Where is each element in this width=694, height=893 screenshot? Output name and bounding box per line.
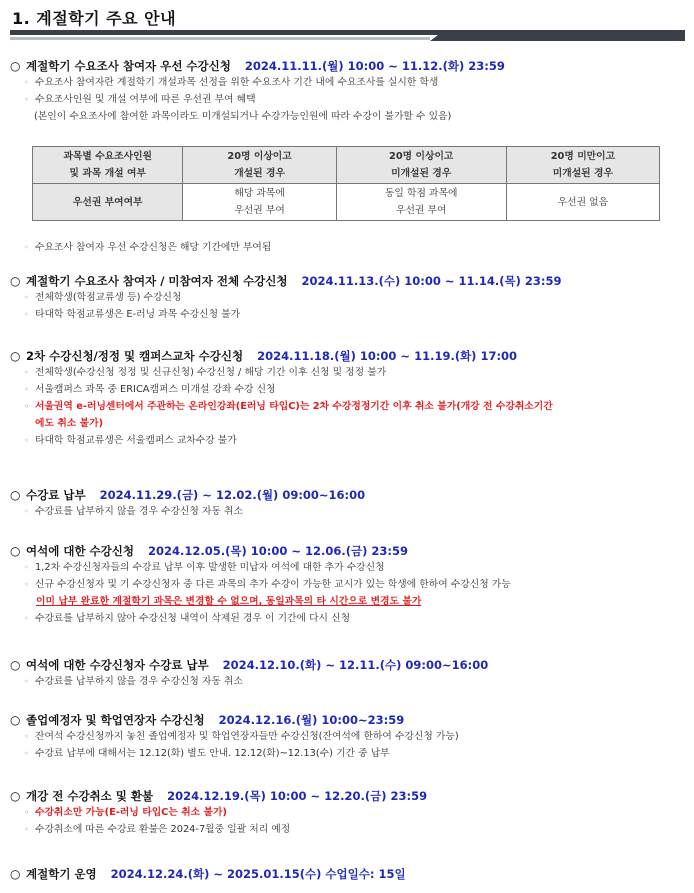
bullet-icon: ◦ — [24, 677, 29, 686]
circle-icon: ○ — [10, 658, 21, 672]
table-row — [33, 184, 660, 221]
list-item: ◦ 수요조사인원 및 개설 여부에 따른 우선권 부여 혜택 — [10, 91, 686, 108]
list-item: ◦ 1,2차 수강신청자들의 수강료 납부 이후 발생한 미납자 여석에 대한 추가 수강신청 — [10, 559, 686, 576]
circle-icon: ○ — [10, 789, 21, 803]
table-header-cell: 20명 이상이고 미개설된 경우 — [336, 147, 506, 184]
section-vacancy-payment — [10, 657, 686, 690]
table-header-row — [33, 147, 660, 184]
bullet-icon: ◦ — [24, 243, 29, 252]
section-vacancy-registration — [10, 543, 686, 627]
bullet-icon: ◦ — [24, 563, 29, 572]
list-item: ◦ 서울캠퍼스 과목 중 ERICA캠퍼스 미개설 강좌 수강 신청 — [10, 381, 686, 398]
section-date: 2024.11.13.(수) 10:00 ~ 11.14.(목) 23:59 — [301, 274, 562, 288]
table-header-cell: 20명 이상이고 개설된 경우 — [183, 147, 336, 184]
bullet-icon: ◦ — [24, 293, 29, 302]
section-date: 2024.12.05.(목) 10:00 ~ 12.06.(금) 23:59 — [148, 544, 408, 558]
bullet-icon: ◦ — [24, 368, 29, 377]
section-heading: ○ 졸업예정자 및 학업연장자 수강신청 2024.12.16.(월) 10:00~23:59 — [10, 713, 405, 727]
table-cell: 해당 과목에 우선권 부여 — [183, 184, 336, 221]
list-item: ◦ 수요조사 참여자 우선 수강신청은 해당 기간에만 부여됨 — [10, 239, 686, 256]
section-all-registration — [10, 273, 686, 323]
circle-icon: ○ — [10, 867, 21, 881]
section-heading: ○ 여석에 대한 수강신청자 수강료 납부 2024.12.10.(화) ~ 12.11.(수) 09:00~16:00 — [10, 658, 489, 672]
list-item: ◦ 타대학 학점교류생은 서울캠퍼스 교차수강 불가 — [10, 432, 686, 449]
circle-icon: ○ — [10, 274, 21, 288]
circle-icon: ○ — [10, 713, 21, 727]
circle-icon: ○ — [10, 349, 21, 363]
bullet-icon: ◦ — [24, 808, 30, 817]
section-heading: ○ 계절학기 운영 2024.12.24.(화) ~ 2025.01.15(수) 수업일수: 15일 — [10, 867, 406, 881]
bullet-icon: ◦ — [24, 732, 29, 741]
section-graduate-registration — [10, 712, 686, 762]
list-item: ◦ 수강취소에 따른 수강료 환불은 2024-7월중 일괄 처리 예정 — [10, 821, 686, 838]
bullet-icon: ◦ — [24, 95, 29, 104]
warning-text: ◦ 서울권역 e-러닝센터에서 주관하는 온라인강좌(E러닝 타입C)는 2차 수강정정기간 이후 취소 불가(개강 전 수강취소기간 — [10, 398, 686, 415]
list-item: ◦ 전체학생(학점교류생 등) 수강신청 — [10, 289, 686, 306]
warning-text-cont: 에도 취소 불가) — [35, 418, 104, 429]
bullet-icon: ◦ — [24, 580, 29, 589]
warning-underline-text: 이미 납부 완료한 계절학기 과목은 변경할 수 없으며, 동일과목의 타 시간으로 변경도 불가 — [36, 596, 422, 607]
circle-icon: ○ — [10, 488, 21, 502]
section-date: 2024.11.18.(월) 10:00 ~ 11.19.(화) 17:00 — [257, 349, 518, 363]
bullet-icon: ◦ — [24, 385, 29, 394]
warning-text: ◦ 수강취소만 가능(E-러닝 타입C는 취소 불가) — [10, 804, 686, 821]
bullet-icon: ◦ — [24, 310, 29, 319]
section-second-registration — [10, 348, 686, 449]
bullet-icon: ◦ — [24, 749, 29, 758]
section-heading: ○ 개강 전 수강취소 및 환불 2024.12.19.(목) 10:00 ~ 12.20.(금) 23:59 — [10, 789, 428, 803]
list-item: ◦ 수요조사 참여자란 계절학기 개설과목 선정을 위한 수요조사 기간 내에 수요조사를 실시한 학생 — [10, 74, 686, 91]
list-item: ◦ 수강료 납부에 대해서는 12.12(화) 별도 안내. 12.12(화)~12.13(수) 기간 중 납부 — [10, 745, 686, 762]
list-item: ◦ 수강료를 납부하지 않을 경우 수강신청 자동 취소 — [10, 503, 686, 520]
table-header-cell: 과목별 수요조사인원 및 과목 개설 여부 — [33, 147, 183, 184]
section-priority-registration — [10, 58, 686, 125]
table-cell: 우선권 없음 — [506, 184, 659, 221]
bullet-icon: ◦ — [24, 825, 29, 834]
page-title: 1. 계절학기 주요 안내 — [12, 9, 177, 28]
list-item: ◦ 타대학 학점교류생은 E-러닝 과목 수강신청 불가 — [10, 306, 686, 323]
section-date: 2024.12.10.(화) ~ 12.11.(수) 09:00~16:00 — [222, 658, 489, 672]
bullet-icon: ◦ — [24, 78, 29, 87]
bullet-icon: ◦ — [24, 614, 29, 623]
section-heading: ○ 계절학기 수요조사 참여자 / 미참여자 전체 수강신청 2024.11.13.(수) 10:00 ~ 11.14.(목) 23:59 — [10, 274, 562, 288]
table-header-cell: 20명 미만이고 미개설된 경우 — [506, 147, 659, 184]
table-row-header: 우선권 부여여부 — [33, 184, 183, 221]
bullet-icon: ◦ — [24, 402, 30, 411]
title-underline — [10, 30, 685, 42]
section-date: 2024.12.19.(목) 10:00 ~ 12.20.(금) 23:59 — [167, 789, 428, 803]
priority-table — [32, 146, 660, 221]
bullet-icon: ◦ — [24, 436, 29, 445]
list-item: ◦ 전체학생(수강신청 정정 및 신규신청) 수강신청 / 해당 기간 이후 신청 및 정정 불가 — [10, 364, 686, 381]
section-date: 2024.11.11.(월) 10:00 ~ 11.12.(화) 23:59 — [244, 59, 505, 73]
note-text: (본인이 수요조사에 참여한 과목이라도 미개설되거나 수강가능인원에 따라 수강이 불가할 수 있음) — [34, 111, 452, 122]
list-item: ◦ 신규 수강신청자 및 기 수강신청자 중 다른 과목의 추가 수강이 가능한 교시가 있는 학생에 한하여 수강신청 가능 — [10, 576, 686, 593]
section-heading: ○ 여석에 대한 수강신청 2024.12.05.(목) 10:00 ~ 12.06.(금) 23:59 — [10, 544, 408, 558]
section-session-operation — [10, 866, 686, 882]
section-heading: ○ 2차 수강신청/정정 및 캠퍼스교차 수강신청 2024.11.18.(월) 10:00 ~ 11.19.(화) 17:00 — [10, 349, 518, 363]
section-heading: ○ 수강료 납부 2024.11.29.(금) ~ 12.02.(월) 09:00~16:00 — [10, 488, 366, 502]
section-tuition-payment — [10, 487, 686, 520]
circle-icon: ○ — [10, 544, 21, 558]
section-priority-after — [10, 239, 686, 256]
bullet-icon: ◦ — [24, 507, 29, 516]
list-item: ◦ 수강료를 납부하지 않아 수강신청 내역이 삭제된 경우 이 기간에 다시 신청 — [10, 610, 686, 627]
circle-icon: ○ — [10, 59, 21, 73]
section-heading: ○ 계절학기 수요조사 참여자 우선 수강신청 2024.11.11.(월) 10:00 ~ 11.12.(화) 23:59 — [10, 59, 505, 73]
table-cell: 동일 학점 과목에 우선권 부여 — [336, 184, 506, 221]
list-item: ◦ 수강료를 납부하지 않을 경우 수강신청 자동 취소 — [10, 673, 686, 690]
section-cancel-refund — [10, 788, 686, 838]
section-date: 2024.12.16.(월) 10:00~23:59 — [218, 713, 405, 727]
section-date: 2024.11.29.(금) ~ 12.02.(월) 09:00~16:00 — [99, 488, 366, 502]
list-item: ◦ 잔여석 수강신청까지 놓친 졸업예정자 및 학업연장자들만 수강신청(잔여석에 한하여 수강신청 가능) — [10, 728, 686, 745]
section-date: 2024.12.24.(화) ~ 2025.01.15(수) 수업일수: 15일 — [110, 867, 406, 881]
